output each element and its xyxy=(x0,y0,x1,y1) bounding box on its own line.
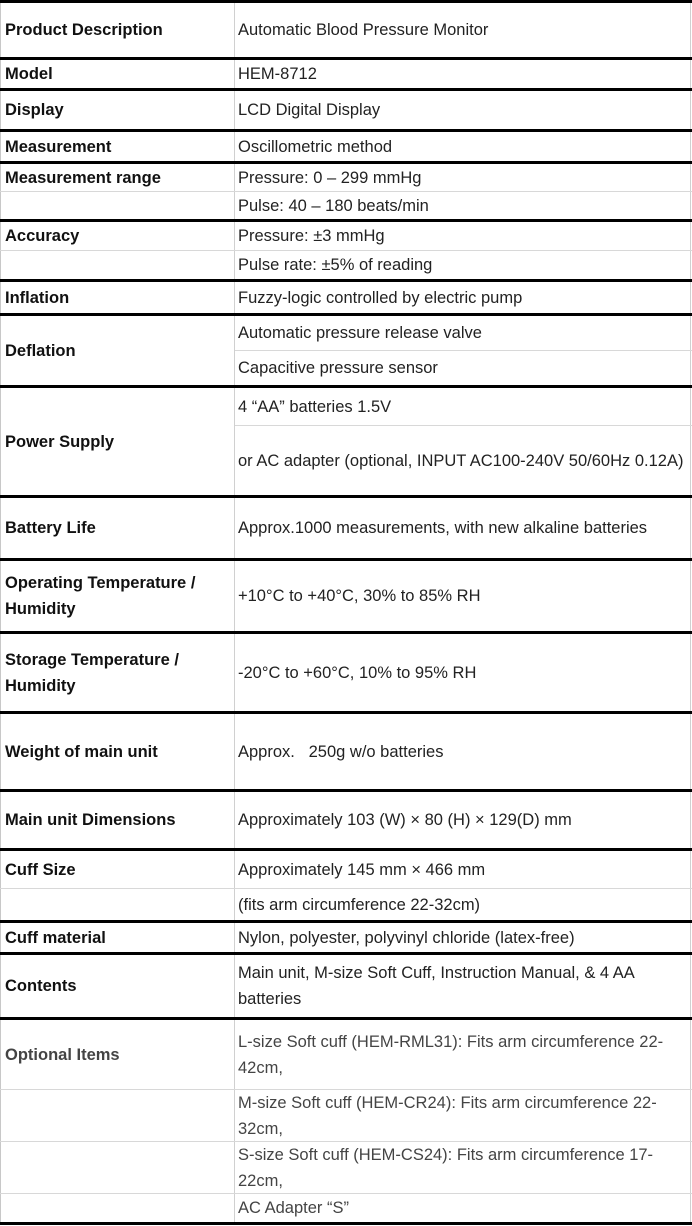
label-contents: Contents xyxy=(5,977,77,995)
value-storage-temperature: -20°C to +60°C, 10% to 95% RH xyxy=(238,663,477,682)
label-measurement: Measurement xyxy=(5,137,112,156)
label-cuff-material: Cuff material xyxy=(5,928,106,947)
label-inflation: Inflation xyxy=(5,288,70,307)
value-power-batteries: 4 “AA” batteries 1.5V xyxy=(238,397,392,416)
label-display: Display xyxy=(5,101,64,119)
value-measurement-range-pulse: Pulse: 40 – 180 beats/min xyxy=(238,196,429,215)
value-cuff-material: Nylon, polyester, polyvinyl chloride (latex-free) xyxy=(238,928,575,947)
value-cuff-fit: (fits arm circumference 22-32cm) xyxy=(238,895,481,914)
label-dimensions: Main unit Dimensions xyxy=(5,811,176,829)
label-weight: Weight of main unit xyxy=(5,742,158,761)
table-border-right xyxy=(690,0,691,1224)
label-battery-life: Battery Life xyxy=(5,519,96,537)
label-product-description: Product Description xyxy=(5,21,163,39)
value-battery-life: Approx.1000 measurements, with new alkaline batteries xyxy=(238,519,648,537)
value-optional-l-cuff: L-size Soft cuff (HEM-RML31): Fits arm circumference 22-42cm, xyxy=(238,1032,664,1077)
label-model: Model xyxy=(5,65,53,83)
value-operating-temperature: +10°C to +40°C, 30% to 85% RH xyxy=(238,587,481,605)
value-display: LCD Digital Display xyxy=(238,101,381,119)
label-cuff-size: Cuff Size xyxy=(5,860,76,879)
value-cuff-size: Approximately 145 mm × 466 mm xyxy=(238,860,486,879)
value-measurement: Oscillometric method xyxy=(238,137,393,156)
value-power-adapter: or AC adapter (optional, INPUT AC100-240V 50/60Hz 0.12A) xyxy=(238,451,684,470)
value-deflation-sensor: Capacitive pressure sensor xyxy=(238,359,438,377)
value-deflation-valve: Automatic pressure release valve xyxy=(238,324,482,342)
label-power-supply: Power Supply xyxy=(5,432,115,451)
row-divider xyxy=(0,1222,692,1225)
label-optional-items: Optional Items xyxy=(5,1045,120,1064)
label-operating-temperature: Operating Temperature / Humidity xyxy=(5,574,196,618)
value-product-description: Automatic Blood Pressure Monitor xyxy=(238,21,489,39)
value-dimensions: Approximately 103 (W) × 80 (H) × 129(D) mm xyxy=(238,811,572,829)
value-model: HEM-8712 xyxy=(238,65,317,83)
value-accuracy-pressure: Pressure: ±3 mmHg xyxy=(238,227,385,245)
label-measurement-range: Measurement range xyxy=(5,168,161,187)
value-optional-ac-adapter: AC Adapter “S” xyxy=(238,1199,349,1217)
value-measurement-range-pressure: Pressure: 0 – 299 mmHg xyxy=(238,168,422,187)
label-storage-temperature: Storage Temperature / Humidity xyxy=(5,650,179,695)
value-optional-m-cuff: M-size Soft cuff (HEM-CR24): Fits arm circumference 22-32cm, xyxy=(238,1093,657,1138)
column-divider xyxy=(234,0,235,1224)
value-inflation: Fuzzy-logic controlled by electric pump xyxy=(238,288,523,307)
label-accuracy: Accuracy xyxy=(5,227,80,245)
value-weight: Approx. 250g w/o batteries xyxy=(238,742,444,761)
table-border-left xyxy=(0,0,1,1224)
label-deflation: Deflation xyxy=(5,341,76,360)
value-optional-s-cuff: S-size Soft cuff (HEM-CS24): Fits arm circumference 17-22cm, xyxy=(238,1145,654,1190)
value-contents: Main unit, M-size Soft Cuff, Instruction Manual, & 4 AA batteries xyxy=(238,964,634,1008)
value-accuracy-pulse: Pulse rate: ±5% of reading xyxy=(238,256,433,274)
